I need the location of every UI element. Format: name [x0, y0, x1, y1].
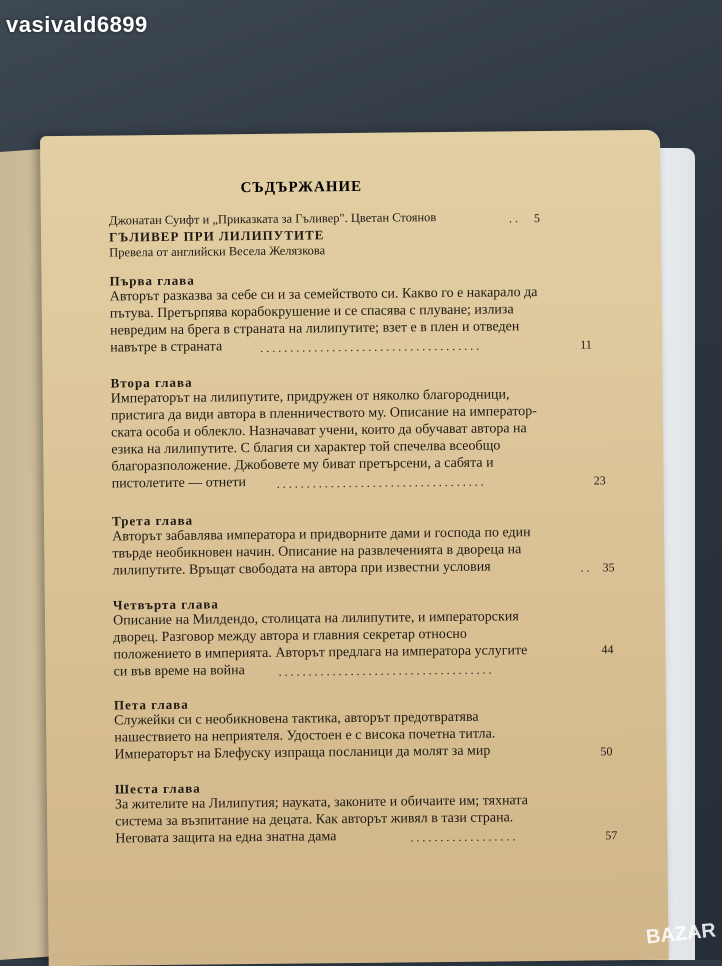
book-title: ГЪЛИВЕР ПРИ ЛИЛИПУТИТЕ	[108, 227, 325, 245]
toc-intro-dots: . .	[508, 211, 518, 226]
toc-intro-page: 5	[533, 211, 540, 226]
translator-credit: Превела от английски Весела Желязкова	[109, 243, 326, 260]
chapter-1-line-2: пътува. Претърпява корабокрушение и се спасява с плуване; излиза	[109, 302, 514, 322]
chapter-2-page: 23	[593, 473, 606, 488]
chapter-6-line-3: Неговата защита на една знатна дама	[115, 829, 337, 847]
watermark-username: vasivald6899	[6, 12, 148, 37]
chapter-5-heading: Пета глава	[113, 696, 189, 713]
chapter-6-line-1: За жителите на Лилипутия; науката, законите и обичаите им; тяхната	[114, 793, 528, 813]
toc-intro: Джонатан Суифт и „Приказката за Гъливер". Цветан Стоянов	[108, 210, 437, 228]
chapter-5-page: 50	[600, 744, 613, 759]
chapter-4-page: 44	[601, 642, 614, 657]
chapter-3-page: 35	[602, 560, 615, 575]
chapter-2-line-3: ската особа и облекло. Назначават учени, които да обучават автора на	[111, 421, 527, 441]
chapter-6-heading: Шеста глава	[114, 780, 201, 797]
chapter-4-line-4: си във време на война	[113, 663, 245, 680]
book-page	[40, 130, 669, 966]
chapter-4-line-2: дворец. Разговор между автора и главния секретар относно	[113, 626, 467, 646]
chapter-5-line-2: нашествието на неприятеля. Удостоен е с висока почетна титла.	[114, 726, 496, 746]
chapter-1-heading: Първа глава	[109, 272, 195, 289]
chapter-6-line-2: система за възпитание на децата. Как авторът живял в тази страна.	[115, 810, 514, 830]
chapter-1-line-3: невредим на брега в страната на лилипутите; взет е в плен и отведен	[109, 319, 520, 339]
chapter-2-heading: Втора глава	[110, 374, 193, 391]
bazar-logo: BAZAR	[644, 919, 717, 949]
chapter-3-line-3: лилипутите. Връщат свободата на автора при известни условия	[112, 559, 491, 579]
chapter-1-page: 11	[580, 337, 592, 352]
chapter-4-dots: . . . . . . . . . . . . . . . . . . . . . . . . . . . . . . . . . . . .	[278, 662, 492, 679]
chapter-1-line-1: Авторът разказва за себе си и за семейството си. Какво го е накарало да	[109, 285, 538, 305]
chapter-1-dots: . . . . . . . . . . . . . . . . . . . . . . . . . . . . . . . . . . . . .	[260, 338, 480, 355]
chapter-3-dots: . .	[580, 560, 590, 575]
chapter-5-line-3: Императорът на Блефуску изпраща посланици да молят за мир	[114, 743, 491, 763]
chapter-2-line-1: Императорът на лилипутите, придружен от няколко благородници,	[110, 387, 510, 407]
chapter-4-line-1: Описание на Милдендо, столицата на лилипутите, и императорския	[113, 609, 519, 629]
chapter-3-line-1: Авторът забавлява императора и придворните дами и господа по един	[112, 525, 531, 545]
chapter-2-line-6: пистолетите — отнети	[111, 475, 247, 492]
chapter-2-line-2: пристига да види автора в пленничеството му. Описание на император-	[110, 404, 537, 424]
chapter-3-heading: Трета глава	[111, 512, 194, 529]
chapter-6-page: 57	[605, 828, 618, 843]
chapter-2-line-4: езика на лилипутите. С благия си характер той спечелва всеобщо	[111, 438, 501, 458]
chapter-6-dots: . . . . . . . . . . . . . . . . . .	[410, 829, 516, 845]
chapter-5-line-1: Служейки си с необикновена тактика, авторът предотвратява	[114, 709, 479, 729]
chapter-3-line-2: твърде необикновен начин. Описание на развлеченията в двореца на	[112, 542, 522, 562]
toc-title: СЪДЪРЖАНИЕ	[240, 178, 363, 197]
chapter-4-heading: Четвърта глава	[112, 596, 219, 613]
chapter-2-dots: . . . . . . . . . . . . . . . . . . . . . . . . . . . . . . . . . . .	[276, 474, 484, 491]
chapter-2-line-5: благоразположение. Джобовете му биват претърсени, а сабята и	[111, 455, 494, 475]
chapter-1-line-4: навътре в страната	[110, 339, 223, 356]
chapter-4-line-3: положението в империята. Авторът предлага на императора услугите	[113, 643, 528, 663]
